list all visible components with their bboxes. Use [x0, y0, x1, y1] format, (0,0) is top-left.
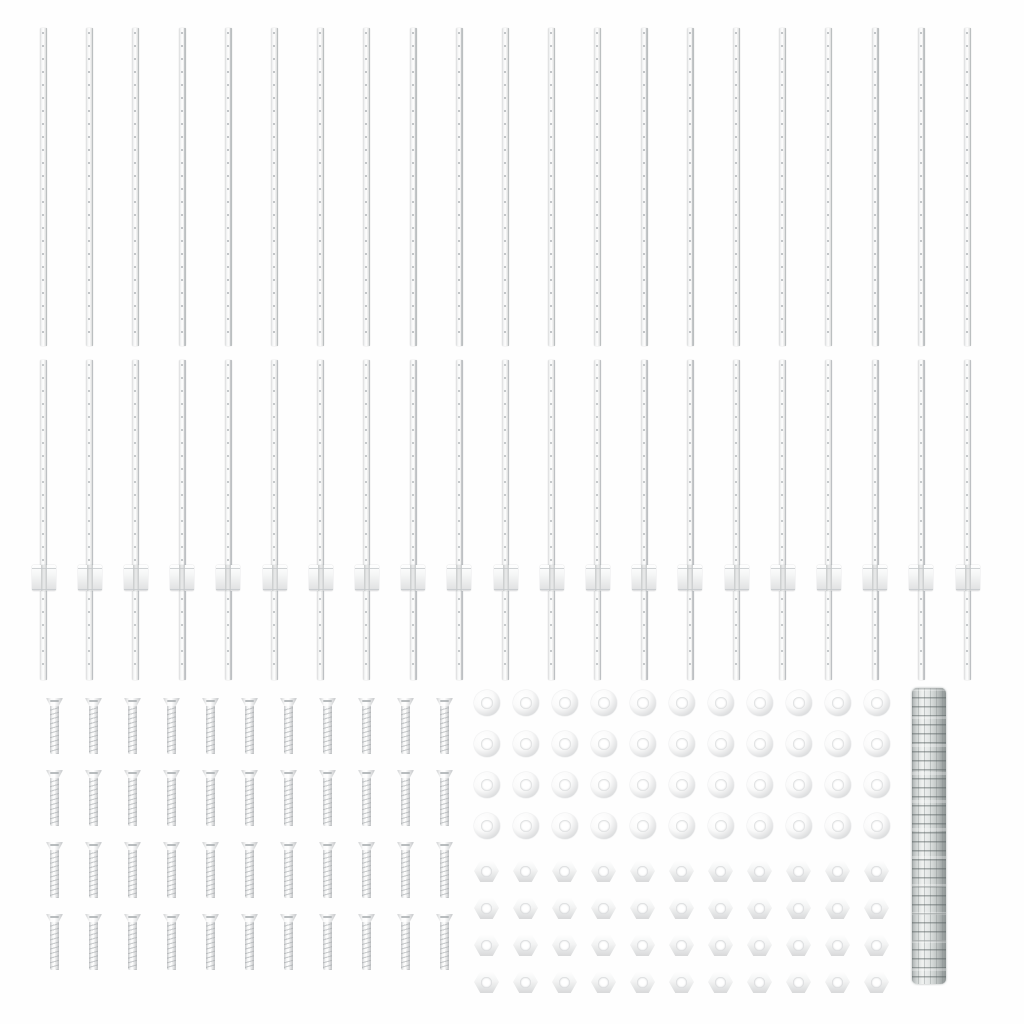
fence-post: [456, 28, 463, 346]
fence-post-with-plate: [779, 360, 786, 680]
washer: [591, 772, 617, 798]
fence-post: [594, 28, 601, 346]
fence-post-with-plate: [687, 360, 694, 680]
hex-nut: [669, 971, 694, 993]
fence-post-with-plate: [132, 360, 139, 680]
hex-nut: [513, 971, 538, 993]
screw-slot: [128, 916, 137, 918]
post-ground-plate: [863, 565, 887, 591]
washer: [669, 731, 695, 757]
screw-slot: [401, 916, 410, 918]
fence-post: [179, 28, 186, 346]
post-ground-plate: [909, 565, 933, 591]
hex-nut: [786, 971, 811, 993]
washer: [630, 813, 656, 839]
hex-nut: [474, 971, 499, 993]
screw-slot: [89, 700, 98, 702]
screw-thread: [284, 922, 293, 970]
screw-thread: [245, 922, 254, 970]
washer: [474, 731, 500, 757]
washer: [669, 690, 695, 716]
washer: [513, 731, 539, 757]
screw-slot: [50, 916, 59, 918]
washer: [513, 690, 539, 716]
screw-thread: [362, 850, 371, 898]
washer: [825, 690, 851, 716]
screw-thread: [89, 706, 98, 754]
fence-post: [410, 28, 417, 346]
post-ground-plate: [540, 565, 564, 591]
hex-nut: [864, 860, 889, 882]
washer: [864, 731, 890, 757]
screw-thread: [323, 778, 332, 826]
hex-nut: [513, 860, 538, 882]
screw-thread: [440, 778, 449, 826]
washer: [864, 813, 890, 839]
screw-slot: [167, 916, 176, 918]
post-ground-plate: [263, 565, 287, 591]
fence-post: [40, 28, 47, 346]
hex-nut: [630, 971, 655, 993]
hex-nut: [591, 971, 616, 993]
washer: [669, 813, 695, 839]
hex-nut: [708, 971, 733, 993]
screw-thread: [401, 706, 410, 754]
fence-post: [271, 28, 278, 346]
hex-nut: [708, 934, 733, 956]
screw-thread: [401, 850, 410, 898]
hex-nut: [864, 971, 889, 993]
hex-nut: [474, 934, 499, 956]
washer: [708, 690, 734, 716]
hex-nut: [864, 934, 889, 956]
fence-post: [825, 28, 832, 346]
screw-slot: [50, 700, 59, 702]
screw-slot: [362, 916, 371, 918]
washer: [708, 731, 734, 757]
screw-thread: [50, 922, 59, 970]
fence-post-with-plate: [964, 360, 971, 680]
hex-nut: [669, 860, 694, 882]
screw-thread: [167, 850, 176, 898]
screw-thread: [323, 850, 332, 898]
washer: [591, 731, 617, 757]
hex-nut: [552, 971, 577, 993]
hex-nut: [786, 860, 811, 882]
post-ground-plate: [401, 565, 425, 591]
fence-post-with-plate: [733, 360, 740, 680]
post-ground-plate: [956, 565, 980, 591]
hex-nut: [669, 934, 694, 956]
screw-thread: [440, 706, 449, 754]
fence-post: [779, 28, 786, 346]
hex-nut: [591, 934, 616, 956]
screw-thread: [284, 778, 293, 826]
screw-thread: [245, 706, 254, 754]
screw-slot: [167, 844, 176, 846]
post-ground-plate: [725, 565, 749, 591]
hex-nut: [591, 860, 616, 882]
screw-thread: [50, 778, 59, 826]
hex-nut: [747, 860, 772, 882]
screw-slot: [89, 844, 98, 846]
washer: [552, 690, 578, 716]
washer: [747, 731, 773, 757]
fence-post: [872, 28, 879, 346]
post-ground-plate: [678, 565, 702, 591]
washer: [747, 690, 773, 716]
fence-post: [502, 28, 509, 346]
washer: [786, 772, 812, 798]
screw-slot: [284, 772, 293, 774]
screw-thread: [167, 706, 176, 754]
screw-slot: [167, 772, 176, 774]
fence-post-with-plate: [363, 360, 370, 680]
screw-slot: [323, 844, 332, 846]
hex-nut: [552, 897, 577, 919]
hex-nut: [474, 897, 499, 919]
screw-slot: [245, 844, 254, 846]
washer: [513, 772, 539, 798]
screw-thread: [206, 706, 215, 754]
screw-thread: [128, 850, 137, 898]
fence-post-with-plate: [641, 360, 648, 680]
post-ground-plate: [309, 565, 333, 591]
screw-slot: [89, 772, 98, 774]
screw-thread: [128, 706, 137, 754]
washer: [786, 690, 812, 716]
washer: [552, 772, 578, 798]
screw-thread: [401, 922, 410, 970]
wire-mesh-roll: [912, 688, 946, 984]
hex-nut: [630, 897, 655, 919]
screw-slot: [50, 772, 59, 774]
screw-thread: [323, 706, 332, 754]
screw-slot: [245, 916, 254, 918]
screw-thread: [89, 922, 98, 970]
washer: [630, 772, 656, 798]
washer: [474, 690, 500, 716]
fence-post: [317, 28, 324, 346]
hex-nut: [825, 897, 850, 919]
post-ground-plate: [124, 565, 148, 591]
screw-slot: [128, 844, 137, 846]
fence-post: [687, 28, 694, 346]
screw-thread: [128, 778, 137, 826]
screw-slot: [323, 916, 332, 918]
post-ground-plate: [771, 565, 795, 591]
post-ground-plate: [170, 565, 194, 591]
screw-slot: [284, 844, 293, 846]
post-ground-plate: [817, 565, 841, 591]
screw-thread: [50, 850, 59, 898]
fence-post: [964, 28, 971, 346]
fence-post-with-plate: [225, 360, 232, 680]
screw-thread: [206, 922, 215, 970]
post-ground-plate: [32, 565, 56, 591]
screw-thread: [245, 850, 254, 898]
screw-slot: [128, 772, 137, 774]
post-ground-plate: [494, 565, 518, 591]
screw-thread: [89, 778, 98, 826]
washer: [825, 772, 851, 798]
screw-slot: [206, 772, 215, 774]
washer: [474, 772, 500, 798]
screw-thread: [362, 922, 371, 970]
washer: [864, 772, 890, 798]
fence-post-with-plate: [179, 360, 186, 680]
fence-post-with-plate: [40, 360, 47, 680]
hex-nut: [630, 934, 655, 956]
post-ground-plate: [586, 565, 610, 591]
washer: [708, 772, 734, 798]
fence-post: [733, 28, 740, 346]
screw-thread: [50, 706, 59, 754]
screw-slot: [440, 700, 449, 702]
fence-post: [86, 28, 93, 346]
screw-thread: [284, 850, 293, 898]
screw-slot: [89, 916, 98, 918]
screw-slot: [323, 772, 332, 774]
screw-slot: [401, 700, 410, 702]
hex-nut: [630, 860, 655, 882]
hex-nut: [825, 934, 850, 956]
screw-thread: [284, 706, 293, 754]
screw-slot: [401, 844, 410, 846]
washer: [708, 813, 734, 839]
fence-post-with-plate: [456, 360, 463, 680]
washer: [513, 813, 539, 839]
fence-post-with-plate: [548, 360, 555, 680]
hex-nut: [786, 897, 811, 919]
fence-post: [641, 28, 648, 346]
washer: [747, 772, 773, 798]
fence-post-with-plate: [825, 360, 832, 680]
screw-slot: [50, 844, 59, 846]
washer: [825, 731, 851, 757]
screw-slot: [362, 844, 371, 846]
washer: [552, 813, 578, 839]
fence-post-with-plate: [271, 360, 278, 680]
fence-post: [132, 28, 139, 346]
post-ground-plate: [78, 565, 102, 591]
screw-slot: [362, 700, 371, 702]
screw-slot: [440, 844, 449, 846]
post-ground-plate: [216, 565, 240, 591]
screw-thread: [167, 922, 176, 970]
screw-slot: [206, 916, 215, 918]
screw-thread: [89, 850, 98, 898]
washer: [552, 731, 578, 757]
fence-post-with-plate: [502, 360, 509, 680]
hex-nut: [591, 897, 616, 919]
washer: [825, 813, 851, 839]
screw-thread: [323, 922, 332, 970]
screw-slot: [128, 700, 137, 702]
washer: [747, 813, 773, 839]
screw-thread: [362, 706, 371, 754]
screw-slot: [401, 772, 410, 774]
screw-thread: [206, 778, 215, 826]
fence-post-with-plate: [410, 360, 417, 680]
fence-post: [918, 28, 925, 346]
hex-nut: [786, 934, 811, 956]
hex-nut: [747, 897, 772, 919]
screw-slot: [284, 700, 293, 702]
washer: [630, 690, 656, 716]
hex-nut: [825, 860, 850, 882]
washer: [786, 813, 812, 839]
post-ground-plate: [632, 565, 656, 591]
post-ground-plate: [447, 565, 471, 591]
screw-slot: [206, 700, 215, 702]
screw-thread: [362, 778, 371, 826]
screw-slot: [323, 700, 332, 702]
screw-thread: [128, 922, 137, 970]
screw-slot: [245, 772, 254, 774]
hex-nut: [552, 934, 577, 956]
fence-post-with-plate: [872, 360, 879, 680]
washer: [864, 690, 890, 716]
fence-post: [363, 28, 370, 346]
hex-nut: [825, 971, 850, 993]
hex-nut: [513, 897, 538, 919]
hex-nut: [864, 897, 889, 919]
hex-nut: [552, 860, 577, 882]
hex-nut: [474, 860, 499, 882]
fence-post-with-plate: [918, 360, 925, 680]
washer: [669, 772, 695, 798]
washer: [474, 813, 500, 839]
fence-post-with-plate: [594, 360, 601, 680]
hex-nut: [708, 860, 733, 882]
screw-thread: [206, 850, 215, 898]
screw-slot: [245, 700, 254, 702]
screw-thread: [440, 922, 449, 970]
screw-thread: [401, 778, 410, 826]
screw-thread: [245, 778, 254, 826]
fence-post-with-plate: [86, 360, 93, 680]
hex-nut: [669, 897, 694, 919]
washer: [591, 690, 617, 716]
fence-post: [548, 28, 555, 346]
screw-slot: [206, 844, 215, 846]
screw-thread: [440, 850, 449, 898]
fence-post: [225, 28, 232, 346]
screw-slot: [284, 916, 293, 918]
hex-nut: [513, 934, 538, 956]
hex-nut: [747, 971, 772, 993]
washer: [786, 731, 812, 757]
washer: [630, 731, 656, 757]
post-ground-plate: [355, 565, 379, 591]
fence-post-with-plate: [317, 360, 324, 680]
screw-slot: [440, 772, 449, 774]
hex-nut: [708, 897, 733, 919]
screw-slot: [362, 772, 371, 774]
screw-thread: [167, 778, 176, 826]
screw-slot: [440, 916, 449, 918]
washer: [591, 813, 617, 839]
screw-slot: [167, 700, 176, 702]
hex-nut: [747, 934, 772, 956]
